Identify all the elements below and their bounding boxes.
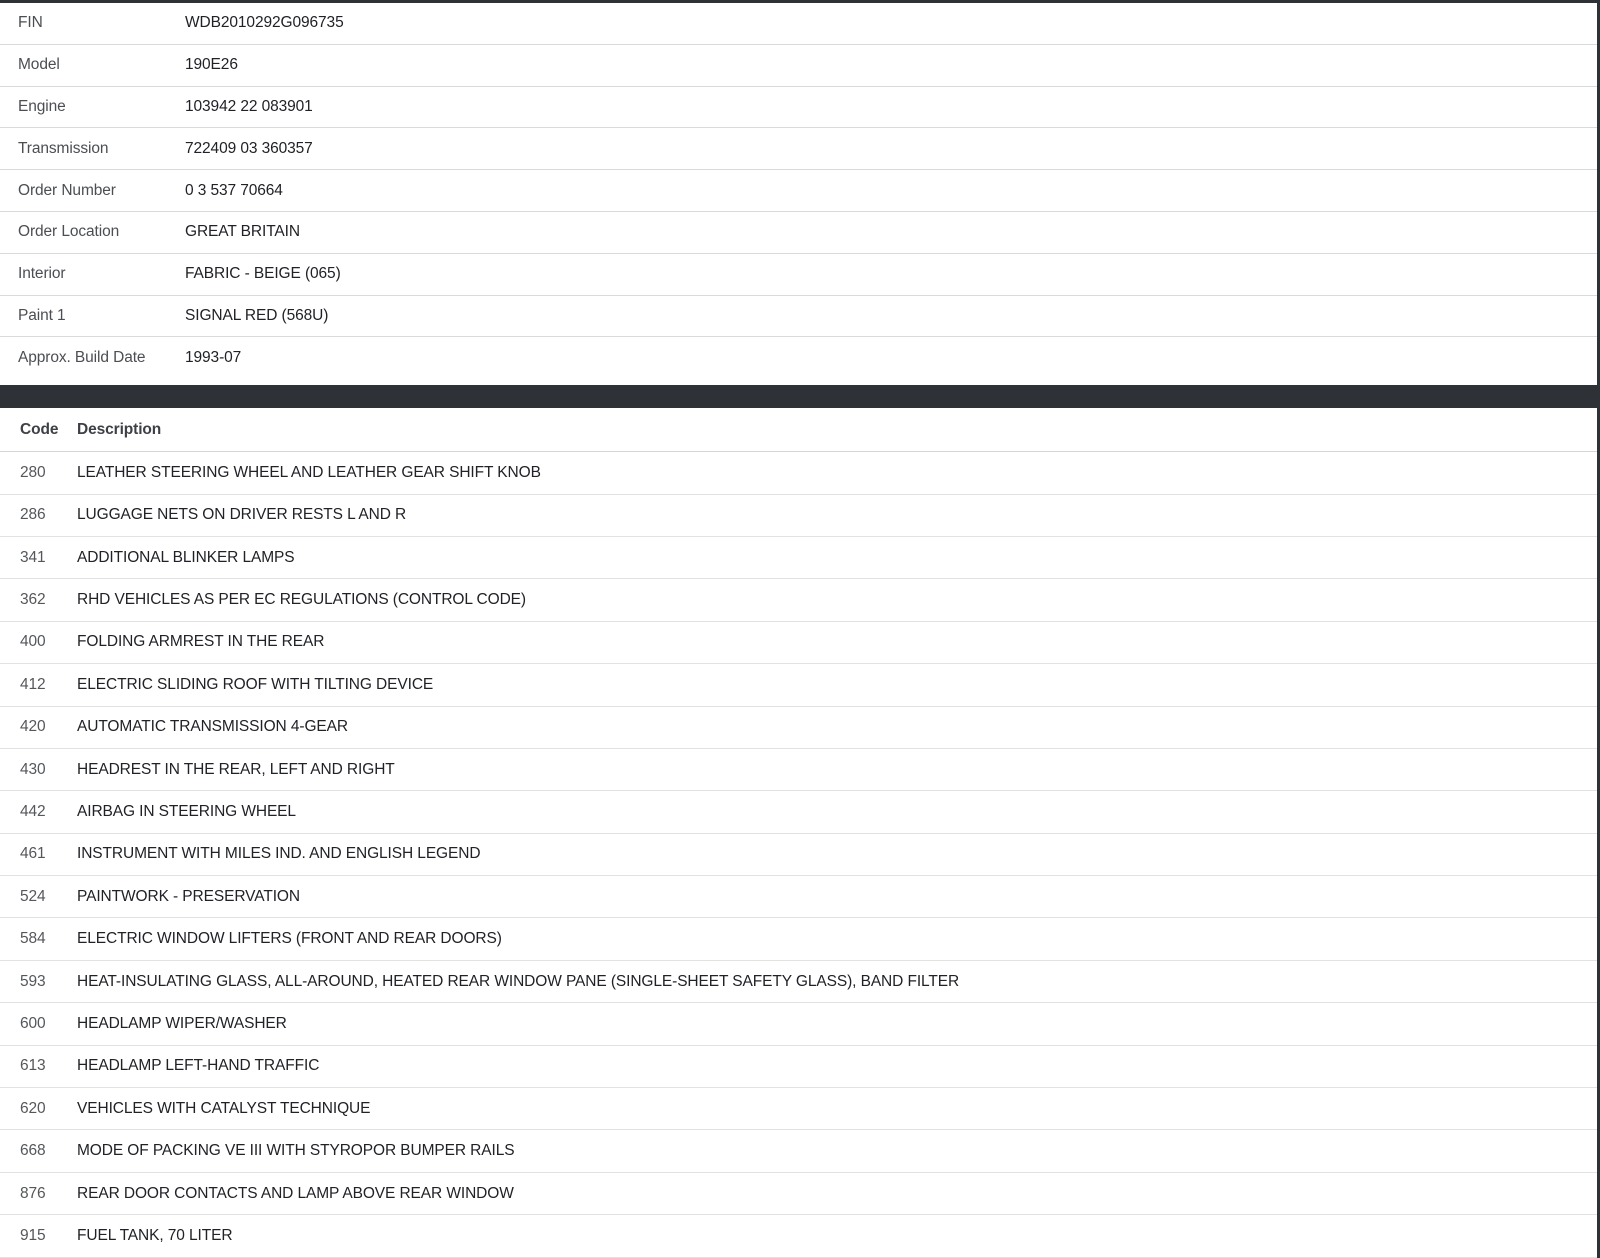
table-row xyxy=(0,834,1600,876)
info-row-label: Interior xyxy=(18,265,66,283)
option-description: ELECTRIC SLIDING ROOF WITH TILTING DEVICE xyxy=(77,675,434,693)
info-row-value: GREAT BRITAIN xyxy=(185,223,300,241)
vehicle-info-table xyxy=(0,3,1600,379)
option-code: 613 xyxy=(20,1057,46,1075)
option-code: 442 xyxy=(20,802,46,820)
info-row-value: SIGNAL RED (568U) xyxy=(185,306,329,324)
option-description: AIRBAG IN STEERING WHEEL xyxy=(77,802,296,820)
option-description: HEADREST IN THE REAR, LEFT AND RIGHT xyxy=(77,760,395,778)
option-code: 461 xyxy=(20,845,46,863)
info-row-value: 722409 03 360357 xyxy=(185,139,313,157)
option-code: 620 xyxy=(20,1099,46,1117)
info-row-label: Order Number xyxy=(18,181,116,199)
table-row xyxy=(0,749,1600,791)
info-row xyxy=(0,87,1600,129)
options-table-body xyxy=(0,452,1600,1257)
table-row xyxy=(0,961,1600,1003)
option-description: REAR DOOR CONTACTS AND LAMP ABOVE REAR WINDOW xyxy=(77,1184,514,1202)
option-code: 430 xyxy=(20,760,46,778)
info-row-label: Paint 1 xyxy=(18,306,66,324)
option-description: VEHICLES WITH CATALYST TECHNIQUE xyxy=(77,1099,371,1117)
info-row xyxy=(0,212,1600,254)
info-row-label: Approx. Build Date xyxy=(18,349,146,367)
table-row xyxy=(0,622,1600,664)
table-row xyxy=(0,664,1600,706)
info-row-label: Model xyxy=(18,56,60,74)
option-description: LUGGAGE NETS ON DRIVER RESTS L AND R xyxy=(77,506,407,524)
info-row-value: 1993-07 xyxy=(185,349,242,367)
info-row xyxy=(0,45,1600,87)
table-row xyxy=(0,918,1600,960)
info-row-label: Order Location xyxy=(18,223,120,241)
option-description: ADDITIONAL BLINKER LAMPS xyxy=(77,548,295,566)
info-row-value: 103942 22 083901 xyxy=(185,97,313,115)
table-row xyxy=(0,452,1600,494)
option-description: RHD VEHICLES AS PER EC REGULATIONS (CONTROL CODE) xyxy=(77,591,526,609)
table-row xyxy=(0,537,1600,579)
option-code: 280 xyxy=(20,463,46,481)
option-description: AUTOMATIC TRANSMISSION 4-GEAR xyxy=(77,718,348,736)
info-row-value: 0 3 537 70664 xyxy=(185,181,283,199)
option-code: 668 xyxy=(20,1142,46,1160)
info-row-value: 190E26 xyxy=(185,56,238,74)
option-code: 400 xyxy=(20,633,46,651)
table-row xyxy=(0,1003,1600,1045)
table-row xyxy=(0,876,1600,918)
options-table-header-row xyxy=(0,408,1600,452)
table-row xyxy=(0,495,1600,537)
option-code: 420 xyxy=(20,718,46,736)
option-description: MODE OF PACKING VE III WITH STYROPOR BUMPER RAILS xyxy=(77,1142,515,1160)
option-description: HEADLAMP WIPER/WASHER xyxy=(77,1014,287,1032)
option-code: 524 xyxy=(20,887,46,905)
option-code: 412 xyxy=(20,675,46,693)
option-code: 600 xyxy=(20,1014,46,1032)
info-row-label: FIN xyxy=(18,14,43,32)
info-row xyxy=(0,337,1600,379)
info-row xyxy=(0,3,1600,45)
option-description: PAINTWORK - PRESERVATION xyxy=(77,887,300,905)
option-description: INSTRUMENT WITH MILES IND. AND ENGLISH LEGEND xyxy=(77,845,481,863)
table-row xyxy=(0,579,1600,621)
table-row xyxy=(0,1088,1600,1130)
option-code: 286 xyxy=(20,506,46,524)
option-description: HEADLAMP LEFT-HAND TRAFFIC xyxy=(77,1057,320,1075)
info-row xyxy=(0,128,1600,170)
option-code: 876 xyxy=(20,1184,46,1202)
option-code: 341 xyxy=(20,548,46,566)
info-row xyxy=(0,170,1600,212)
option-codes-table xyxy=(0,408,1600,1257)
description-column-header: Description xyxy=(77,420,162,438)
option-code: 362 xyxy=(20,591,46,609)
option-description: LEATHER STEERING WHEEL AND LEATHER GEAR SHIFT KNOB xyxy=(77,463,541,481)
info-row-label: Engine xyxy=(18,97,66,115)
info-row-value: WDB2010292G096735 xyxy=(185,14,344,32)
info-row-value: FABRIC - BEIGE (065) xyxy=(185,265,341,283)
table-row xyxy=(0,1215,1600,1257)
table-row xyxy=(0,791,1600,833)
info-row xyxy=(0,296,1600,338)
code-column-header: Code xyxy=(20,420,59,438)
table-row xyxy=(0,1046,1600,1088)
option-description: FUEL TANK, 70 LITER xyxy=(77,1226,233,1244)
option-code: 584 xyxy=(20,930,46,948)
table-row xyxy=(0,707,1600,749)
table-row xyxy=(0,1173,1600,1215)
option-code: 593 xyxy=(20,972,46,990)
option-description: ELECTRIC WINDOW LIFTERS (FRONT AND REAR DOORS) xyxy=(77,930,502,948)
option-description: FOLDING ARMREST IN THE REAR xyxy=(77,633,325,651)
info-row xyxy=(0,254,1600,296)
table-row xyxy=(0,1130,1600,1172)
option-code: 915 xyxy=(20,1226,46,1244)
option-description: HEAT-INSULATING GLASS, ALL-AROUND, HEATED REAR WINDOW PANE (SINGLE-SHEET SAFETY GLASS), BAND FILTER xyxy=(77,972,960,990)
section-divider-bar xyxy=(0,385,1600,408)
info-row-label: Transmission xyxy=(18,139,109,157)
